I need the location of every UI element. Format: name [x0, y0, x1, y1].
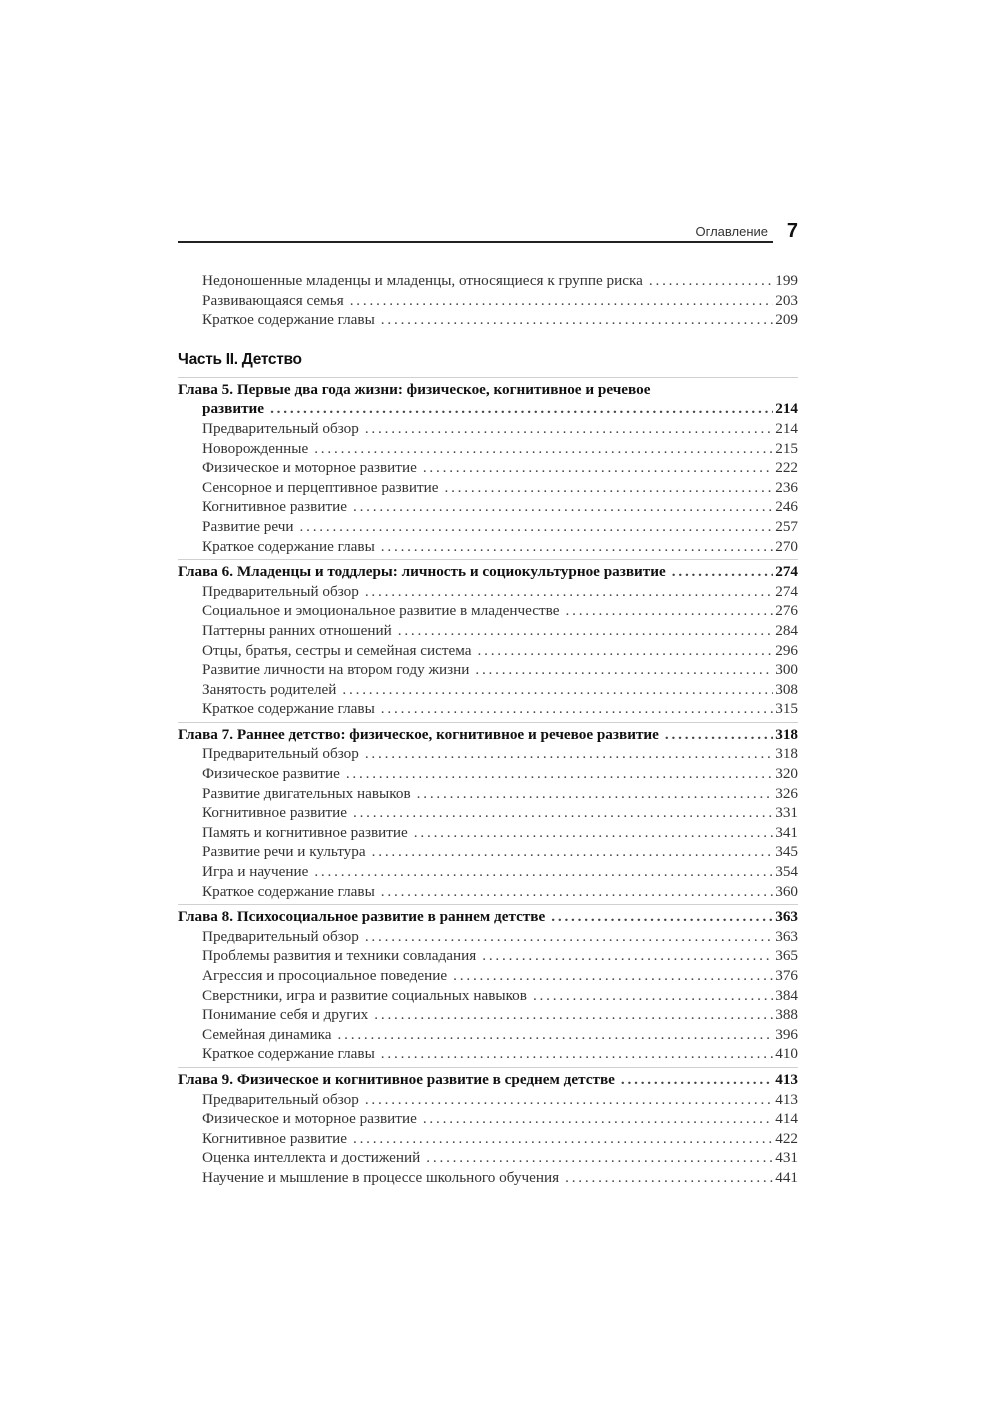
header-rule: [178, 241, 773, 243]
chapter-block: [178, 377, 798, 556]
entry-title: Предварительный обзор: [202, 1090, 359, 1108]
entry-title: Развивающаяся семья: [202, 291, 344, 309]
toc-entry: [178, 1148, 798, 1168]
chapter-title: [178, 907, 798, 927]
toc-entry: [178, 803, 798, 823]
leader-dots: [649, 271, 773, 291]
toc-entry: [178, 1025, 798, 1045]
entry-page: 413: [775, 1090, 798, 1108]
toc-entry: [178, 927, 798, 947]
entry-title: Паттерны ранних отношений: [202, 621, 392, 639]
leader-dots: [414, 823, 773, 843]
chapter-block: [178, 904, 798, 1064]
entry-page: 203: [775, 291, 798, 309]
toc-entry: [178, 439, 798, 459]
leader-dots: [372, 842, 774, 862]
entry-page: 300: [775, 661, 798, 679]
leader-dots: [381, 699, 773, 719]
part-title: Часть II. Детство: [178, 350, 302, 368]
toc-entry: [178, 1168, 798, 1188]
entry-title: Глава 6. Младенцы и тоддлеры: личность и социокультурное развитие: [178, 563, 666, 581]
toc-entry: [178, 784, 798, 804]
leader-dots: [314, 439, 773, 459]
toc-entry: [178, 744, 798, 764]
toc-entry: [178, 823, 798, 843]
entry-page: 257: [775, 517, 798, 535]
entry-title: Понимание себя и других: [202, 1006, 369, 1024]
top-entries: [178, 271, 798, 330]
entry-title: Проблемы развития и техники совладания: [202, 947, 477, 965]
leader-dots: [353, 497, 773, 517]
toc-entry: [178, 1005, 798, 1025]
entry-title: Предварительный обзор: [202, 419, 359, 437]
entry-page: 315: [775, 700, 798, 718]
entry-title: Краткое содержание главы: [202, 882, 375, 900]
entry-title: Память и когнитивное развитие: [202, 823, 408, 841]
leader-dots: [665, 725, 773, 745]
entry-title: Краткое содержание главы: [202, 537, 375, 555]
leader-dots: [342, 680, 773, 700]
entry-page: 354: [775, 863, 798, 881]
entry-title: Игра и научение: [202, 863, 309, 881]
entry-title: Глава 8. Психосоциальное развитие в раннем детстве: [178, 908, 546, 926]
toc-entry: [178, 699, 798, 719]
entry-page: 410: [775, 1045, 798, 1063]
entry-page: 331: [775, 804, 798, 822]
toc-entry: [178, 478, 798, 498]
toc-entry: [178, 458, 798, 478]
entry-title: Когнитивное развитие: [202, 804, 347, 822]
leader-dots: [565, 1168, 773, 1188]
chapter-list: [178, 377, 798, 1188]
toc-entry: [178, 842, 798, 862]
entry-title: Занятость родителей: [202, 680, 337, 698]
entry-title: Недоношенные младенцы и младенцы, относящиеся к группе риска: [202, 272, 643, 289]
entry-title: Научение и мышление в процессе школьного обучения: [202, 1168, 560, 1186]
toc-entry: [178, 966, 798, 986]
book-page: [178, 222, 798, 1188]
entry-page: 413: [775, 1070, 798, 1088]
entry-title: Физическое и моторное развитие: [202, 1110, 417, 1128]
entry-page: 365: [775, 947, 798, 965]
entry-page: 363: [775, 927, 798, 945]
entry-page: 384: [775, 986, 798, 1004]
leader-dots: [423, 1109, 773, 1129]
entry-title: Краткое содержание главы: [202, 311, 375, 329]
leader-dots: [381, 537, 773, 557]
entry-page: 388: [775, 1006, 798, 1024]
entry-page: 431: [775, 1149, 798, 1167]
leader-dots: [621, 1070, 773, 1090]
toc-entry: [178, 1109, 798, 1129]
leader-dots: [566, 601, 774, 621]
chapter-title-continued: [178, 399, 798, 419]
entry-page: 236: [775, 478, 798, 496]
leader-dots: [453, 966, 773, 986]
entry-title: Глава 7. Раннее детство: физическое, когнитивное и речевое развитие: [178, 725, 659, 743]
entry-title: Сенсорное и перцептивное развитие: [202, 478, 439, 496]
entry-page: 270: [775, 537, 798, 555]
leader-dots: [346, 764, 773, 784]
entry-title: Отцы, братья, сестры и семейная система: [202, 641, 472, 659]
leader-dots: [444, 478, 773, 498]
toc-entry: [178, 291, 798, 311]
entry-page: 363: [775, 908, 798, 926]
toc-entry: [178, 764, 798, 784]
leader-dots: [365, 927, 773, 947]
leader-dots: [365, 582, 773, 602]
leader-dots: [350, 291, 774, 311]
entry-title: Краткое содержание главы: [202, 700, 375, 718]
toc-entry: [178, 1129, 798, 1149]
entry-page: 199: [775, 272, 798, 289]
entry-page: 274: [775, 582, 798, 600]
entry-title: Краткое содержание главы: [202, 1045, 375, 1063]
leader-dots: [551, 907, 773, 927]
toc-entry: [178, 582, 798, 602]
entry-title: Развитие речи и культура: [202, 843, 366, 861]
entry-page: 308: [775, 680, 798, 698]
entry-title: Сверстники, игра и развитие социальных навыков: [202, 986, 527, 1004]
running-header: [178, 222, 798, 244]
leader-dots: [365, 1090, 773, 1110]
toc-entry: [178, 310, 798, 330]
entry-page: 284: [775, 621, 798, 639]
entry-title: Когнитивное развитие: [202, 498, 347, 516]
page-number: 7: [786, 220, 798, 242]
entry-page: 326: [775, 784, 798, 802]
entry-title: Развитие речи: [202, 517, 294, 535]
leader-dots: [300, 517, 774, 537]
entry-title: Агрессия и просоциальное поведение: [202, 967, 448, 984]
leader-dots: [338, 1025, 774, 1045]
leader-dots: [365, 419, 773, 439]
leader-dots: [423, 458, 773, 478]
leader-dots: [533, 986, 773, 1006]
leader-dots: [417, 784, 774, 804]
entry-title: развитие: [202, 400, 265, 418]
chapter-title: [178, 562, 798, 582]
entry-title: Социальное и эмоциональное развитие в младенчестве: [202, 602, 560, 620]
toc-entry: [178, 601, 798, 621]
entry-page: 274: [775, 563, 798, 581]
leader-dots: [426, 1148, 773, 1168]
entry-page: 215: [775, 439, 798, 457]
entry-page: 276: [775, 602, 798, 620]
entry-page: 422: [775, 1129, 798, 1147]
entry-title: Предварительный обзор: [202, 745, 359, 763]
entry-page: 214: [775, 400, 798, 418]
leader-dots: [270, 399, 773, 419]
leader-dots: [365, 744, 773, 764]
chapter-title: [178, 1070, 798, 1090]
chapter-block: [178, 1067, 798, 1188]
chapter-block: [178, 559, 798, 719]
toc-entry: [178, 271, 798, 291]
entry-title: Когнитивное развитие: [202, 1129, 347, 1147]
entry-page: 345: [775, 843, 798, 861]
leader-dots: [374, 1005, 773, 1025]
chapter-title: [178, 725, 798, 745]
toc-entry: [178, 946, 798, 966]
entry-page: 376: [775, 967, 798, 984]
leader-dots: [314, 862, 773, 882]
leader-dots: [482, 946, 773, 966]
entry-title: Физическое и моторное развитие: [202, 459, 417, 477]
leader-dots: [353, 803, 773, 823]
entry-page: 318: [775, 725, 798, 743]
entry-page: 214: [775, 419, 798, 437]
toc-entry: [178, 641, 798, 661]
entry-page: 396: [775, 1025, 798, 1043]
toc-entry: [178, 537, 798, 557]
toc-entry: [178, 419, 798, 439]
toc-entry: [178, 517, 798, 537]
toc-entry: [178, 621, 798, 641]
toc-entry: [178, 497, 798, 517]
table-of-contents: [178, 271, 798, 1188]
entry-title: Оценка интеллекта и достижений: [202, 1149, 421, 1167]
leader-dots: [672, 562, 773, 582]
entry-page: 414: [775, 1110, 798, 1128]
entry-title: Предварительный обзор: [202, 927, 359, 945]
chapter-block: [178, 722, 798, 901]
chapter-title: Глава 5. Первые два года жизни: физическое, когнитивное и речевое: [178, 380, 651, 398]
toc-entry: [178, 1044, 798, 1064]
toc-entry: [178, 862, 798, 882]
toc-entry: [178, 1090, 798, 1110]
entry-page: 246: [775, 498, 798, 516]
leader-dots: [381, 1044, 773, 1064]
entry-title: Новорожденные: [202, 439, 309, 457]
running-title: Оглавление: [695, 224, 768, 239]
entry-page: 360: [775, 882, 798, 900]
entry-title: Развитие двигательных навыков: [202, 784, 411, 802]
leader-dots: [353, 1129, 773, 1149]
toc-entry: [178, 680, 798, 700]
leader-dots: [381, 882, 773, 902]
toc-entry: [178, 660, 798, 680]
entry-page: 320: [775, 765, 798, 783]
entry-page: 341: [775, 823, 798, 841]
entry-title: Семейная динамика: [202, 1025, 332, 1043]
toc-entry: [178, 986, 798, 1006]
entry-page: 296: [775, 641, 798, 659]
entry-title: Предварительный обзор: [202, 582, 359, 600]
leader-dots: [475, 660, 773, 680]
toc-entry: [178, 882, 798, 902]
leader-dots: [478, 641, 774, 661]
leader-dots: [398, 621, 773, 641]
entry-title: Развитие личности на втором году жизни: [202, 661, 470, 679]
entry-page: 222: [775, 459, 798, 477]
entry-title: Физическое развитие: [202, 765, 340, 783]
entry-title: Глава 9. Физическое и когнитивное развитие в среднем детстве: [178, 1070, 615, 1088]
entry-page: 318: [775, 745, 798, 763]
entry-page: 209: [775, 311, 798, 329]
entry-page: 441: [775, 1168, 798, 1186]
leader-dots: [381, 310, 773, 330]
